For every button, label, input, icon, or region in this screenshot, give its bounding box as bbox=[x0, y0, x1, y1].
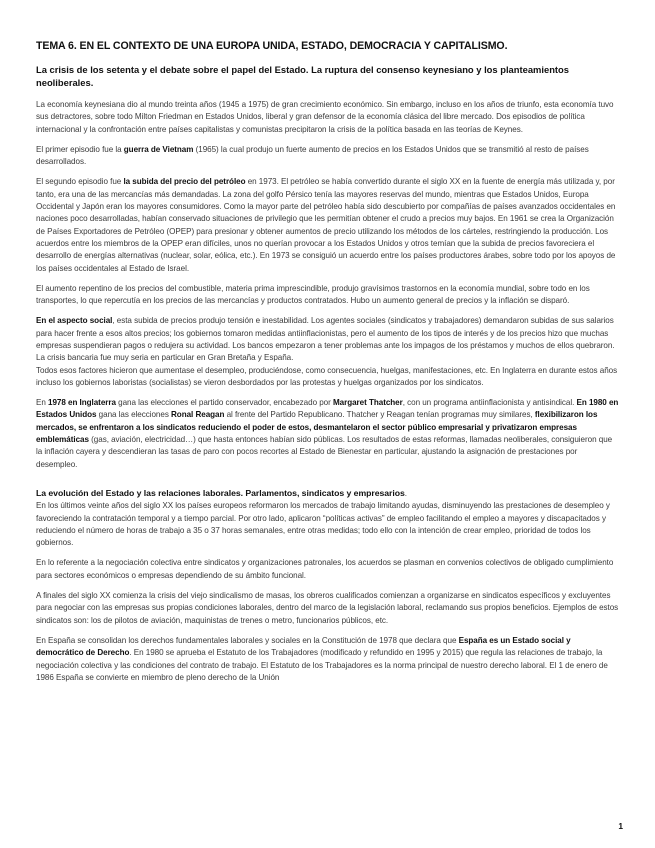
paragraph-social-aspect: En el aspecto social, esta subida de precios produjo tensión e inestabilidad. Los agentes sociales (sindicatos y trabajadores) demandaron subidas de sus salarios para hacer frente a esos altos precios; los gobiernos tomaron medidas antiinflacionistas, pero el aumento de los tipos de interés y de los precios hizo que muchas empresas suspendieran pagos o redujera su actividad. Los bancos empezaron a tener problemas ante los impagos de los préstamos y muchos de ellos quebraron. La crisis bancaria fue muy seria en particular en Gran Bretaña y España. bbox=[36, 316, 615, 363]
term-1980-usa: En 1980 en Estados Unidos bbox=[36, 398, 619, 420]
document-title: TEMA 6. EN EL CONTEXTO DE UNA EUROPA UNIDA, ESTADO, DEMOCRACIA Y CAPITALISMO. bbox=[36, 40, 508, 52]
paragraph-labour-reforms: En los últimos veinte años del siglo XX los países europeos reformaron los mercados de trabajo limitando ayudas, disminuyendo las prestaciones de desempleo y favoreciendo la contratación temporal y a tiempo parcial. Por otro lado, aplicaron “políticas activas” de empleo facilitando el empleo a mayores y discapacitados y reduciendo el número de horas de trabajo a 35 o 37 horas semanales, entre otras medidas; todo ello con la intención de crear empleo, prioridad de todos los gobiernos. bbox=[36, 501, 610, 548]
term-neoliberal-measures: flexibilizaron los mercados, se enfrentaron a los sindicatos reduciendo el poder de estos, desmantelaron el sector público empresarial y privatizaron empresas emblemáticas bbox=[36, 410, 598, 445]
page-number: 1 bbox=[618, 821, 623, 831]
page-content bbox=[36, 40, 620, 692]
term-oil-price-rise: la subida del precio del petróleo bbox=[123, 177, 246, 187]
paragraph-keynes: La economía keynesiana dio al mundo treinta años (1945 a 1975) de gran crecimiento económico. Sin embargo, incluso en los años de triunfo, esta economía tuvo sus detractores, sobre todo Milton Friedman en Estados Unidos, liberal y gran defensor de la economía clásica del libre mercado. Dos episodios de política internacional y la confrontación entre países capitalistas y comunistas precipitaron la crisis de la política basada en las teorías de Keynes. bbox=[36, 99, 614, 134]
paragraph-spain-constitution: En España se consolidan los derechos fundamentales laborales y sociales en la Constitución de 1978 que declara que España es un Estado social y democrático de Derecho. En 1980 se aprueba el Estatuto de los Trabajadores (modificado y refundido en 1995 y 2015) que regula las relaciones de trabajo, la negociación colectiva y las condiciones del contrato de trabajo. El Estatuto de los Trabajadores es la norma principal de nuestro derecho laboral. El 1 de enero de 1986 España se convierte en miembro de pleno derecho de la Unión bbox=[36, 635, 608, 682]
section-heading-labour: La evolución del Estado y las relaciones laborales. Parlamentos, sindicatos y empresarios. bbox=[36, 487, 407, 498]
paragraph-unemployment: Todos esos factores hicieron que aumentase el desempleo, produciéndose, como consecuencia, huelgas, manifestaciones, etc. En Inglaterra en durante estos años incluso los gobiernos laboristas (socialistas) se vieron desbordados por las protestas y huelgas organizados por los sindicatos. bbox=[36, 365, 618, 387]
paragraph-collective-bargaining: En lo referente a la negociación colectiva entre sindicatos y organizaciones patronales, los acuerdos se plasman en convenios colectivos de obligado cumplimiento para sectores económicos o empresas dependiendo de su ámbito funcional. bbox=[36, 558, 614, 580]
term-spain-social-state: España es un Estado social y democrático de Derecho bbox=[36, 635, 571, 658]
term-social-aspect: En el aspecto social bbox=[36, 316, 113, 326]
term-1978-england: 1978 en Inglaterra bbox=[48, 398, 116, 408]
paragraph-thatcher-reagan: En 1978 en Inglaterra gana las elecciones el partido conservador, encabezado por Margaret Thatcher, con un programa antiinflacionista y antisindical. En 1980 en Estados Unidos gana las elecciones Ronal Reagan al frente del Partido Republicano. Thatcher y Reagan tenían programas muy similares, flexibilizaron los mercados, se enfrentaron a los sindicatos reduciendo el poder de estos, desmantelaron el sector público empresarial y privatizaron empresas emblemáticas (gas, aviación, electricidad…) que hasta entonces habían sido públicas. Los resultados de estas reformas, llamadas neoliberales, consiguieron que la inflación cayera y descendieran las tasas de paro con pocos recortes al Estado de Bienestar en particular, ajustando la asignación de prestaciones por desempleo. bbox=[36, 398, 619, 469]
paragraph-oil-price: El segundo episodio fue la subida del precio del petróleo en 1973. El petróleo se había convertido durante el siglo XX en la fuente de energía más utilizada y, por tanto, era una de las mercancías más demandadas. La zona del golfo Pérsico tenía las mayores reservas del mundo, mientras que Estados Unidos, Europa Occidental y Japón eran los mayores consumidores. Como la mayor parte del petróleo había sido descubierto por compañías de países avanzados occidentales en naciones poco desarrolladas, habían conservado situaciones de privilegio que les permitían obtener el crudo a precios muy bajos. En 1961 se crea la Organización de Países Exportadores de Petróleo (OPEP) para presionar y obtener aumentos de precio utilizando los métodos de los cárteles, restringiendo la producción. Los acuerdos entre los miembros de la OPEP eran difíciles, unos no querían provocar a los Estados Unidos y otros temían que la subida de precios favoreciera el desarrollo de energías alternativas (nuclear, solar, eólica, etc.). En 1973 se consiguió un acuerdo entre los países productores árabes, sobre todo por los apoyos de los países occidentales al Estado de Israel. bbox=[36, 177, 616, 273]
paragraph-union-crisis: A finales del siglo XX comienza la crisis del viejo sindicalismo de masas, los obreros cualificados comienzan a organizarse en sindicatos específicos y excluyentes para negociar con las empresas sus propias condiciones laborales, dentro del marco de la legislación laboral, reclamando sus propios beneficios. Ejemplos de estos sindicatos son: los de pilotos de aviación, maquinistas de trenes o metro, funcionarios públicos, etc. bbox=[36, 591, 619, 625]
term-margaret-thatcher: Margaret Thatcher bbox=[332, 398, 403, 408]
section-heading-crisis: La crisis de los setenta y el debate sobre el papel del Estado. La ruptura del consenso keynesiano y los planteamientos neoliberales. bbox=[36, 64, 569, 88]
term-ronal-reagan: Ronal Reagan bbox=[171, 410, 225, 420]
paragraph-vietnam: El primer episodio fue la guerra de Vietnam (1965) la cual produjo un fuerte aumento de precios en los Estados Unidos que se transmitió al resto de países desarrollados. bbox=[36, 144, 589, 167]
section-gap bbox=[36, 479, 620, 487]
paragraph-inflation: El aumento repentino de los precios del combustible, materia prima imprescindible, produjo gravísimos trastornos en la economía mundial, sobre todo en los transportes, lo que repercutía en los precios de las mercancías y productos contratados. Hubo un aumento general de precios y la inflación se disparó. bbox=[36, 283, 590, 306]
term-vietnam-war: guerra de Vietnam bbox=[123, 144, 194, 154]
